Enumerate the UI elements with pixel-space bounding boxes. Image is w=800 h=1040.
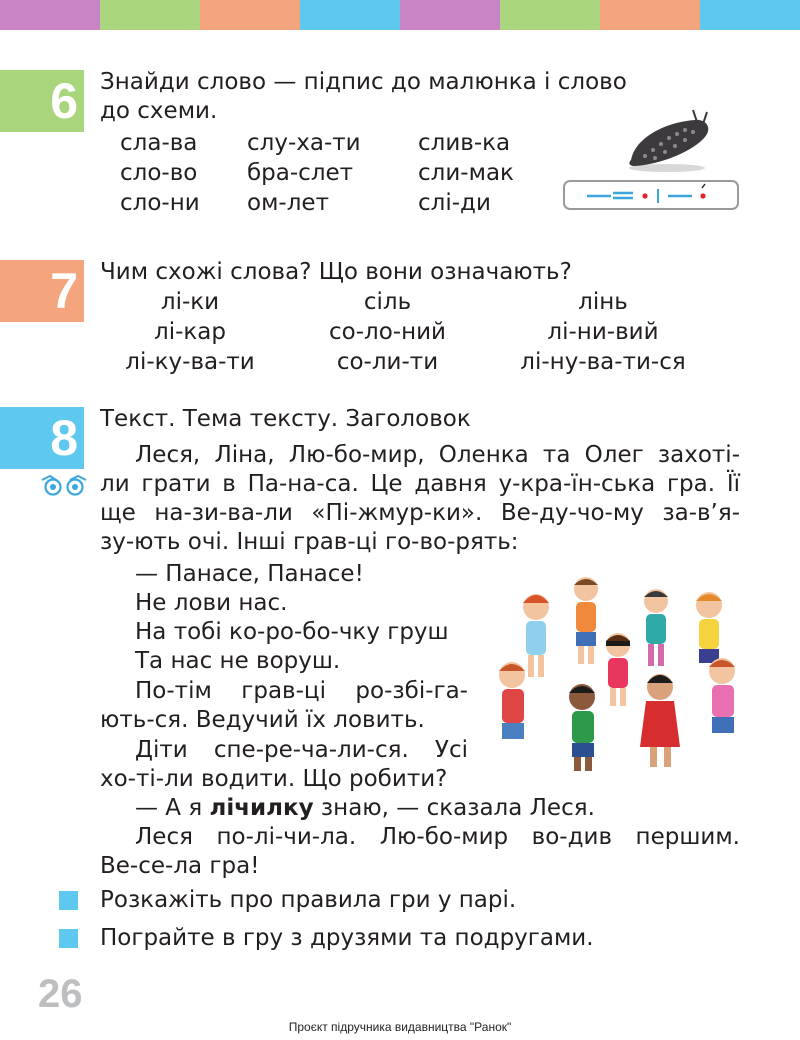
word: сіль xyxy=(363,289,412,315)
text-line: зу-ють очі. Інші грав-ці го-во-рять: xyxy=(100,529,519,555)
stripe xyxy=(300,0,400,30)
text-line: ще на-зи-ва-ли «Пі-жмур-ки». Ве-ду-чо-му за-в’я- xyxy=(100,500,740,526)
text-line: хо-ті-ли водити. Що робити? xyxy=(100,766,448,792)
exercise-number: 8 xyxy=(50,410,78,466)
word: ом-лет xyxy=(247,190,329,216)
stripe xyxy=(100,0,200,30)
task-bullet xyxy=(59,891,78,910)
quote-line xyxy=(135,794,595,823)
quote-bold-word: лічилку xyxy=(209,795,314,821)
slug-image xyxy=(625,108,715,174)
child xyxy=(640,674,680,767)
word: сло-во xyxy=(120,160,198,186)
word: лі-ки xyxy=(160,289,220,315)
child xyxy=(523,594,549,677)
text-line: Діти спе-ре-ча-ли-ся. Усі xyxy=(135,737,468,763)
word: со-ло-ний xyxy=(328,319,447,345)
child xyxy=(696,592,722,663)
word: лі-кар xyxy=(154,319,226,345)
stripe xyxy=(0,0,100,30)
task-bullet xyxy=(59,929,78,948)
eyes-icon xyxy=(40,474,88,496)
exercise-6-task-line-1: Знайди слово — підпис до малюнка і слово xyxy=(100,69,627,95)
quote-pre: — А я xyxy=(135,795,210,821)
exercise-number: 6 xyxy=(50,73,78,129)
stripe xyxy=(700,0,800,30)
exercise-8-badge xyxy=(0,407,84,469)
word-scheme xyxy=(565,182,737,208)
child xyxy=(606,633,630,706)
stripe xyxy=(400,0,500,30)
child xyxy=(709,658,735,733)
poem-line: На тобі ко-ро-бо-чку груш xyxy=(135,619,449,645)
task-line: Розкажіть про правила гри у парі. xyxy=(100,887,517,913)
child xyxy=(574,577,598,664)
page-number: 26 xyxy=(38,972,83,1016)
poem-line: Та нас не воруш. xyxy=(135,648,341,674)
exercise-6-badge xyxy=(0,70,84,132)
word: сли-мак xyxy=(418,160,514,186)
word: слу-ха-ти xyxy=(247,130,361,156)
child xyxy=(644,589,668,666)
exercise-number: 7 xyxy=(50,263,78,319)
exercise-6-task-line-2: до схеми. xyxy=(100,98,218,124)
exercise-7-task: Чим схожі слова? Що вони означають? xyxy=(100,259,572,285)
poem-line: — Панасе, Панасе! xyxy=(135,561,364,587)
word: лі-ну-ва-ти-ся xyxy=(520,349,686,375)
top-color-stripes xyxy=(0,0,800,30)
child xyxy=(499,662,525,739)
word: слив-ка xyxy=(418,130,511,156)
word: лі-ку-ва-ти xyxy=(125,349,255,375)
word: бра-слет xyxy=(247,160,354,186)
text-line: ють-ся. Ведучий їх ловить. xyxy=(100,707,425,733)
text-line: ли грати в Па-на-са. Це давня у-кра-їн-ська гра. Її xyxy=(100,471,740,497)
exercise-6-word-grid xyxy=(120,128,514,218)
text-line: Леся по-лі-чи-ла. Лю-бо-мир во-див першим. xyxy=(135,824,740,850)
word: сла-ва xyxy=(120,130,198,156)
exercise-7-badge xyxy=(0,260,84,322)
word: лі-ни-вий xyxy=(547,319,659,345)
task-line: Пограйте в гру з друзями та подругами. xyxy=(100,925,594,951)
stripe xyxy=(600,0,700,30)
publisher-footer: Проєкт підручника видавництва "Ранок" xyxy=(288,1020,512,1034)
word-scheme-box xyxy=(563,180,739,210)
word: сло-ни xyxy=(120,190,200,216)
poem-line: Не лови нас. xyxy=(135,590,288,616)
stripe xyxy=(500,0,600,30)
text-line: По-тім грав-ці ро-збі-га- xyxy=(135,678,468,704)
children-playing-image xyxy=(494,575,742,775)
quote-post: знаю, — сказала Леся. xyxy=(313,795,595,821)
exercise-8-heading: Текст. Тема тексту. Заголовок xyxy=(100,406,471,432)
child xyxy=(569,684,595,771)
word: лінь xyxy=(578,289,628,315)
word: слі-ди xyxy=(418,190,491,216)
text-line: Леся, Ліна, Лю-бо-мир, Оленка та Олег захоті- xyxy=(135,442,740,468)
stripe xyxy=(200,0,300,30)
text-line: Ве-се-ла гра! xyxy=(100,853,260,879)
word: со-ли-ти xyxy=(336,349,439,375)
